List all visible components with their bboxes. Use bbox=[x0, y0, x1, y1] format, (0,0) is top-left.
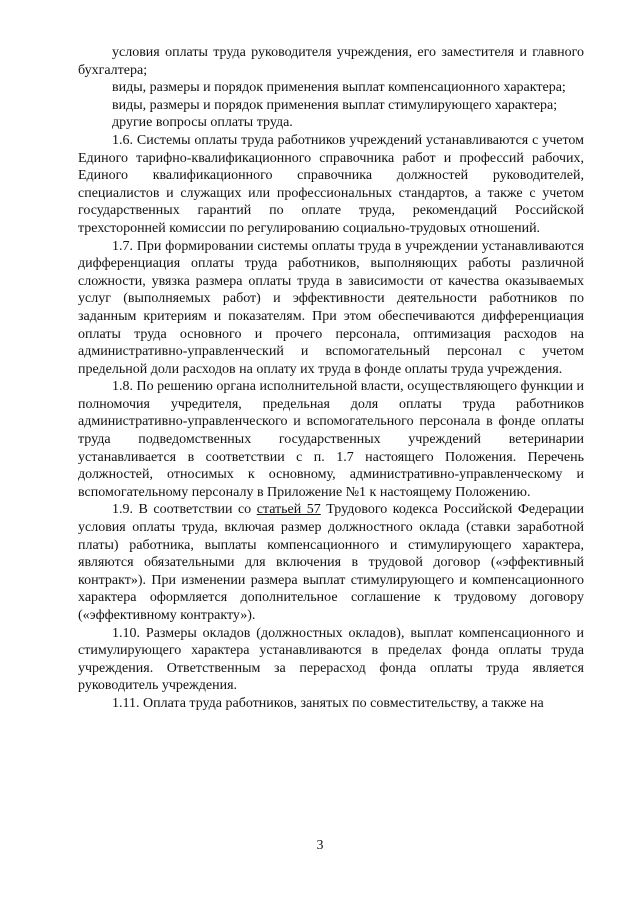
section-1-9-text-start: 1.9. В соответствии со bbox=[112, 502, 257, 518]
section-1-6: 1.6. Системы оплаты труда работников учреждений устанавливаются с учетом Единого тарифно-квалификационного справочника работ и профессий рабочих, Единого квалификационного справочника должностей руководителей, специалистов и служащих или профессиональных стандартов, а также с учетом государственных гарантий по оплате труда, рекомендаций Российской трехсторонней комиссии по регулированию социально-трудовых отношений. bbox=[78, 132, 584, 236]
page-number: 3 bbox=[316, 838, 324, 853]
section-1-10: 1.10. Размеры окладов (должностных окладов), выплат компенсационного и стимулирующего характера устанавливаются в пределах фонда оплаты труда учреждения. Ответственным за перерасход фонда оплаты труда является руководитель учреждения. bbox=[78, 625, 584, 694]
section-1-9 bbox=[78, 501, 584, 624]
section-1-8: 1.8. По решению органа исполнительной власти, осуществляющего функции и полномочия учредителя, предельная доля оплаты труда работников административно-управленческого и вспомогательного персонала в фонде оплаты труда подведомственных государственных учреждений ветеринарии устанавливается в соответствии с п. 1.7 настоящего Положения. Перечень должностей, относимых к основному, административно-управленческому и вспомогательному персоналу в Приложение №1 к настоящему Положению. bbox=[78, 379, 584, 500]
section-1-7: 1.7. При формировании системы оплаты труда в учреждении устанавливаются дифференциация оплаты труда работников, выполняющих работы различной сложности, увязка размера оплаты труда в зависимости от качества оказываемых услуг (выполняемых работ) и эффективности деятельности работников по заданным критериям и показателям. При этом обеспечиваются дифференциация оплаты труда основного и прочего персонала, оптимизация расходов на административно-управленческий и вспомогательный персонал с учетом предельной доли расходов на оплату их труда в фонде оплаты труда учреждения. bbox=[78, 238, 584, 377]
document-body bbox=[78, 44, 584, 713]
section-1-11: 1.11. Оплата труда работников, занятых по совместительству, а также на bbox=[112, 695, 544, 711]
paragraph: условия оплаты труда руководителя учреждения, его заместителя и главного бухгалтера; bbox=[78, 45, 584, 78]
paragraph: другие вопросы оплаты труда. bbox=[112, 115, 293, 131]
article-57-link[interactable]: статьей 57 bbox=[256, 502, 321, 518]
paragraph: виды, размеры и порядок применения выплат стимулирующего характера; bbox=[112, 97, 558, 113]
paragraph: виды, размеры и порядок применения выплат компенсационного характера; bbox=[112, 80, 566, 96]
section-1-9-text-end: Трудового кодекса Российской Федерации условия оплаты труда, включая размер должностного оклада (ставки заработной платы) работника, выплаты компенсационного и стимулирующего характера, являются обязательными для включения в трудовой договор («эффективный контракт»). При изменении размера выплат стимулирующего и компенсационного характера оформляется дополнительное соглашение к трудовому договору («эффективному контракту»). bbox=[78, 502, 584, 623]
